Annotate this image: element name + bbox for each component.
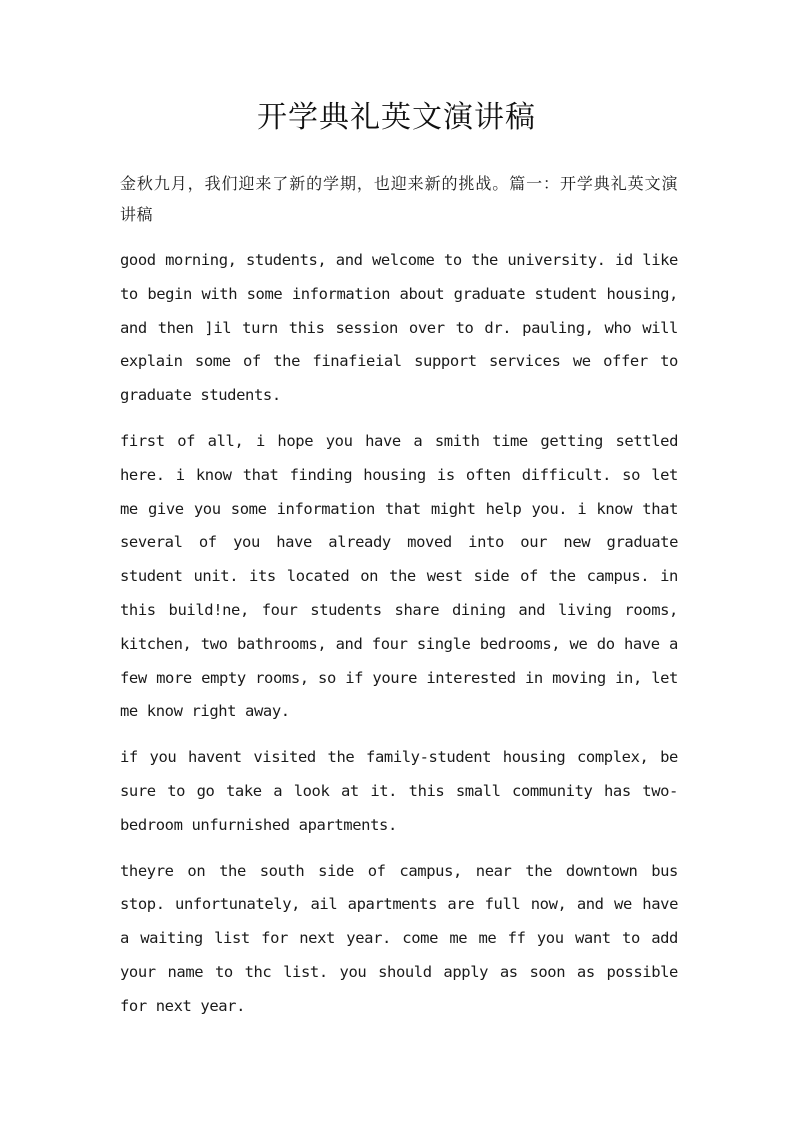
body-paragraph-4: theyre on the south side of campus, near the downtown bus stop. unfortunately, ail apartments are full now, and we have a waiting list for next year. come me me ff you want to add your name to thc list. you should apply as soon as possible for next year. [120, 861, 678, 1015]
body-paragraph-2: first of all, i hope you have a smith time getting settled here. i know that finding housing is often difficult. so let me give you some information that might help you. i know that several of you have already moved into our new graduate student unit. its located on the west side of the campus. in this build!ne, four students share dining and living rooms, kitchen, two bathrooms, and four single bedrooms, we do have a few more empty rooms, so if youre interested in moving in, let me know right away. [120, 431, 678, 721]
document-title: 开学典礼英文演讲稿 [257, 100, 536, 135]
document-body [120, 168, 678, 1036]
body-paragraph-1: good morning, students, and welcome to the university. id like to begin with some information about graduate student housing, and then ]il turn this session over to dr. pauling, who will explain some of the finafieial support services we offer to graduate students. [120, 251, 678, 405]
body-paragraph-3: if you havent visited the family-student housing complex, be sure to go take a look at it. this small community has two-bedroom unfurnished apartments. [120, 748, 678, 834]
intro-paragraph: 金秋九月，我们迎来了新的学期，也迎来新的挑战。篇一：开学典礼英文演讲稿 [120, 174, 678, 224]
